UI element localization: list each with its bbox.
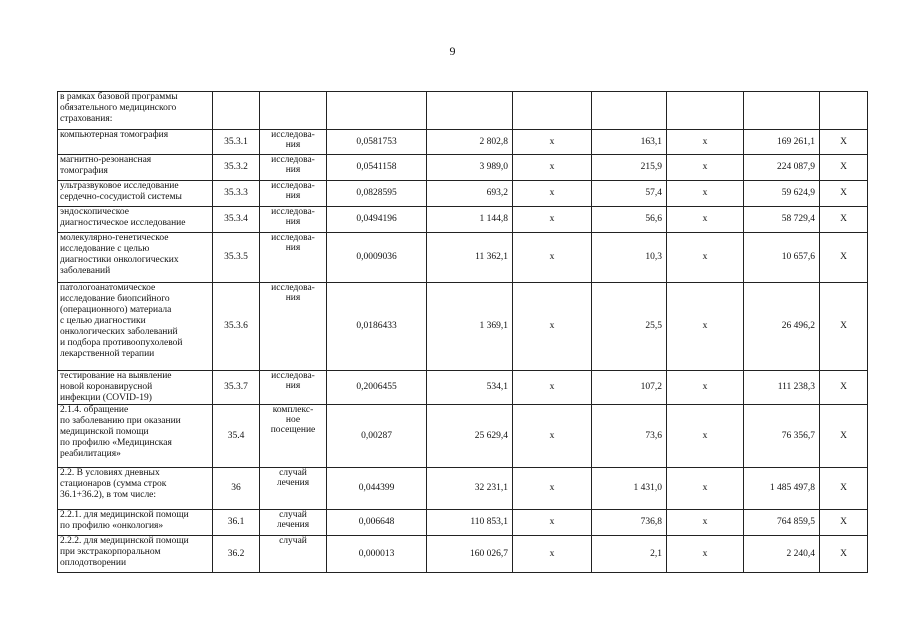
- num-col-7-cell: [592, 92, 667, 130]
- row-name-line: по профилю «Медицинская: [60, 438, 172, 448]
- row-unit-line: исследова-: [271, 130, 315, 140]
- row-unit-cell: [260, 536, 327, 573]
- num-col-4-cell: 0,0009036: [327, 233, 427, 283]
- num-col-9-cell: [744, 92, 820, 130]
- row-name-line: сердечно-сосудистой системы: [60, 192, 182, 202]
- row-unit-cell: [260, 155, 327, 181]
- num-col-8-cell: x: [667, 130, 744, 155]
- num-col-6-cell: [513, 92, 592, 130]
- table-row: [58, 468, 868, 510]
- row-name-line: при экстракорпоральном: [60, 547, 161, 557]
- row-name-line: онкологических заболеваний: [60, 327, 178, 337]
- row-name-line: по заболеванию при оказании: [60, 416, 181, 426]
- num-col-10-cell: X: [820, 181, 868, 207]
- row-name-cell: [58, 283, 213, 371]
- num-col-4-cell: 0,00287: [327, 405, 427, 468]
- row-code-cell: [213, 92, 260, 130]
- num-col-6-cell: x: [513, 468, 592, 510]
- row-unit-cell: [260, 207, 327, 233]
- num-col-7-cell: 736,8: [592, 510, 667, 536]
- num-col-10-cell: X: [820, 283, 868, 371]
- table-row: [58, 510, 868, 536]
- row-unit-line: ния: [285, 293, 301, 303]
- num-col-5-cell: 3 989,0: [427, 155, 513, 181]
- row-code-cell: 35.3.6: [213, 283, 260, 371]
- row-unit-cell: [260, 233, 327, 283]
- row-code-cell: 35.3.3: [213, 181, 260, 207]
- num-col-10-cell: X: [820, 405, 868, 468]
- row-name-line: медицинской помощи: [60, 427, 149, 437]
- num-col-7-cell: 73,6: [592, 405, 667, 468]
- row-name-line: тестирование на выявление: [60, 371, 172, 381]
- num-col-10-cell: X: [820, 233, 868, 283]
- row-unit-cell: [260, 468, 327, 510]
- row-name-cell: [58, 207, 213, 233]
- row-name-cell: [58, 130, 213, 155]
- num-col-8-cell: x: [667, 510, 744, 536]
- num-col-10-cell: X: [820, 468, 868, 510]
- table-row: [58, 371, 868, 405]
- table-row: [58, 283, 868, 371]
- row-name-cell: [58, 371, 213, 405]
- num-col-4-cell: 0,0581753: [327, 130, 427, 155]
- row-name-line: исследование биопсийного: [60, 294, 170, 304]
- num-col-6-cell: x: [513, 283, 592, 371]
- row-name-line: диагностическое исследование: [60, 218, 186, 228]
- row-name-line: 2.1.4. обращение: [60, 405, 129, 415]
- row-code-cell: 35.3.2: [213, 155, 260, 181]
- row-code-cell: 36.2: [213, 536, 260, 573]
- row-name-line: 2.2.1. для медицинской помощи: [60, 510, 189, 520]
- row-name-line: эндоскопическое: [60, 207, 129, 217]
- row-unit-cell: [260, 371, 327, 405]
- num-col-10-cell: X: [820, 207, 868, 233]
- num-col-6-cell: x: [513, 371, 592, 405]
- row-unit-cell: [260, 92, 327, 130]
- row-code-cell: 36.1: [213, 510, 260, 536]
- row-name-line: магнитно-резонансная: [60, 155, 152, 165]
- row-unit-line: исследова-: [271, 233, 315, 243]
- num-col-7-cell: 25,5: [592, 283, 667, 371]
- table-row: [58, 207, 868, 233]
- row-name-line: страхования:: [60, 114, 113, 124]
- row-name-line: диагностики онкологических: [60, 255, 179, 265]
- num-col-8-cell: x: [667, 233, 744, 283]
- row-unit-line: ния: [285, 165, 301, 175]
- row-code-cell: 35.3.4: [213, 207, 260, 233]
- row-unit-line: случай: [279, 510, 307, 520]
- num-col-7-cell: 1 431,0: [592, 468, 667, 510]
- row-name-line: компьютерная томография: [60, 130, 169, 140]
- num-col-9-cell: 111 238,3: [744, 371, 820, 405]
- row-name-line: патологоанатомическое: [60, 283, 156, 293]
- row-name-line: стационаров (сумма строк: [60, 479, 167, 489]
- row-name-cell: [58, 181, 213, 207]
- row-name-line: томография: [60, 166, 108, 176]
- row-unit-line: комплекс-: [272, 405, 314, 415]
- num-col-10-cell: [820, 92, 868, 130]
- row-unit-line: ния: [285, 243, 301, 253]
- row-unit-line: лечения: [276, 520, 310, 530]
- row-unit-line: ния: [285, 191, 301, 201]
- num-col-4-cell: 0,0186433: [327, 283, 427, 371]
- num-col-6-cell: x: [513, 207, 592, 233]
- num-col-5-cell: 110 853,1: [427, 510, 513, 536]
- row-unit-line: лечения: [276, 478, 310, 488]
- num-col-6-cell: x: [513, 181, 592, 207]
- num-col-9-cell: 26 496,2: [744, 283, 820, 371]
- row-name-line: инфекции (COVID-19): [60, 393, 152, 403]
- row-name-line: оплодотворении: [60, 558, 127, 568]
- num-col-9-cell: 76 356,7: [744, 405, 820, 468]
- row-name-cell: [58, 233, 213, 283]
- data-table: [57, 91, 868, 573]
- num-col-9-cell: 58 729,4: [744, 207, 820, 233]
- num-col-5-cell: 693,2: [427, 181, 513, 207]
- num-col-8-cell: [667, 92, 744, 130]
- row-name-line: заболеваний: [60, 266, 111, 276]
- row-code-cell: 35.3.5: [213, 233, 260, 283]
- num-col-7-cell: 163,1: [592, 130, 667, 155]
- row-name-cell: [58, 405, 213, 468]
- row-unit-line: случай: [279, 468, 307, 478]
- row-name-line: реабилитация»: [60, 449, 121, 459]
- row-name-line: в рамках базовой программы: [60, 92, 178, 102]
- num-col-9-cell: 1 485 497,8: [744, 468, 820, 510]
- num-col-9-cell: 2 240,4: [744, 536, 820, 573]
- num-col-7-cell: 2,1: [592, 536, 667, 573]
- table-row: [58, 536, 868, 573]
- num-col-9-cell: 10 657,6: [744, 233, 820, 283]
- row-unit-cell: [260, 283, 327, 371]
- row-name-line: новой коронавирусной: [60, 382, 153, 392]
- row-unit-line: исследова-: [271, 283, 315, 293]
- row-name-line: ультразвуковое исследование: [60, 181, 179, 191]
- num-col-6-cell: x: [513, 155, 592, 181]
- row-name-line: и подбора противоопухолевой: [60, 338, 183, 348]
- num-col-6-cell: x: [513, 233, 592, 283]
- row-name-line: 36.1+36.2), в том числе:: [60, 490, 157, 500]
- num-col-9-cell: 764 859,5: [744, 510, 820, 536]
- num-col-9-cell: 169 261,1: [744, 130, 820, 155]
- num-col-6-cell: x: [513, 536, 592, 573]
- row-code-cell: 35.4: [213, 405, 260, 468]
- row-unit-line: исследова-: [271, 155, 315, 165]
- row-name-line: 2.2.2. для медицинской помощи: [60, 536, 189, 546]
- num-col-4-cell: 0,000013: [327, 536, 427, 573]
- num-col-5-cell: 2 802,8: [427, 130, 513, 155]
- row-unit-line: ния: [285, 217, 301, 227]
- num-col-7-cell: 215,9: [592, 155, 667, 181]
- num-col-5-cell: 534,1: [427, 371, 513, 405]
- num-col-7-cell: 107,2: [592, 371, 667, 405]
- row-name-cell: [58, 536, 213, 573]
- num-col-5-cell: 160 026,7: [427, 536, 513, 573]
- row-name-cell: [58, 510, 213, 536]
- num-col-10-cell: X: [820, 536, 868, 573]
- row-name-line: с целью диагностики: [60, 316, 146, 326]
- row-name-cell: [58, 468, 213, 510]
- num-col-10-cell: X: [820, 371, 868, 405]
- row-unit-cell: [260, 405, 327, 468]
- table-row: [58, 233, 868, 283]
- table-row: [58, 92, 868, 130]
- row-name-line: по профилю «онкология»: [60, 521, 164, 531]
- num-col-7-cell: 10,3: [592, 233, 667, 283]
- num-col-6-cell: x: [513, 510, 592, 536]
- page-number: 9: [449, 44, 456, 58]
- row-unit-line: случай: [279, 536, 307, 546]
- num-col-4-cell: 0,044399: [327, 468, 427, 510]
- num-col-7-cell: 56,6: [592, 207, 667, 233]
- row-unit-line: исследова-: [271, 181, 315, 191]
- num-col-9-cell: 224 087,9: [744, 155, 820, 181]
- num-col-5-cell: 32 231,1: [427, 468, 513, 510]
- num-col-10-cell: X: [820, 130, 868, 155]
- row-unit-cell: [260, 510, 327, 536]
- num-col-4-cell: 0,0494196: [327, 207, 427, 233]
- num-col-4-cell: 0,2006455: [327, 371, 427, 405]
- row-name-line: молекулярно-генетическое: [60, 233, 169, 243]
- num-col-6-cell: x: [513, 405, 592, 468]
- row-unit-line: посещение: [270, 425, 316, 435]
- row-unit-line: исследова-: [271, 371, 315, 381]
- num-col-8-cell: x: [667, 536, 744, 573]
- num-col-7-cell: 57,4: [592, 181, 667, 207]
- num-col-8-cell: x: [667, 207, 744, 233]
- num-col-4-cell: [327, 92, 427, 130]
- num-col-5-cell: [427, 92, 513, 130]
- row-code-cell: 35.3.1: [213, 130, 260, 155]
- row-unit-cell: [260, 181, 327, 207]
- row-code-cell: 36: [213, 468, 260, 510]
- row-code-cell: 35.3.7: [213, 371, 260, 405]
- num-col-4-cell: 0,0828595: [327, 181, 427, 207]
- table-body: [58, 92, 868, 573]
- row-unit-line: ное: [285, 415, 301, 425]
- num-col-4-cell: 0,0541158: [327, 155, 427, 181]
- row-name-line: (операционного) материала: [60, 305, 172, 315]
- table-row: [58, 155, 868, 181]
- num-col-8-cell: x: [667, 181, 744, 207]
- row-name-line: исследование с целью: [60, 244, 150, 254]
- row-unit-line: исследова-: [271, 207, 315, 217]
- num-col-4-cell: 0,006648: [327, 510, 427, 536]
- num-col-8-cell: x: [667, 468, 744, 510]
- num-col-10-cell: X: [820, 155, 868, 181]
- num-col-8-cell: x: [667, 155, 744, 181]
- row-name-line: обязательного медицинского: [60, 103, 177, 113]
- num-col-9-cell: 59 624,9: [744, 181, 820, 207]
- num-col-5-cell: 25 629,4: [427, 405, 513, 468]
- row-unit-line: ния: [285, 381, 301, 391]
- table-row: [58, 405, 868, 468]
- num-col-5-cell: 1 369,1: [427, 283, 513, 371]
- num-col-8-cell: x: [667, 405, 744, 468]
- row-name-line: 2.2. В условиях дневных: [60, 468, 160, 478]
- num-col-8-cell: x: [667, 283, 744, 371]
- num-col-10-cell: X: [820, 510, 868, 536]
- num-col-5-cell: 11 362,1: [427, 233, 513, 283]
- row-name-cell: [58, 92, 213, 130]
- table-row: [58, 181, 868, 207]
- num-col-5-cell: 1 144,8: [427, 207, 513, 233]
- row-name-line: лекарственной терапии: [60, 349, 155, 359]
- row-unit-cell: [260, 130, 327, 155]
- num-col-6-cell: x: [513, 130, 592, 155]
- row-unit-line: ния: [285, 140, 301, 150]
- num-col-8-cell: x: [667, 371, 744, 405]
- row-name-cell: [58, 155, 213, 181]
- table-row: [58, 130, 868, 155]
